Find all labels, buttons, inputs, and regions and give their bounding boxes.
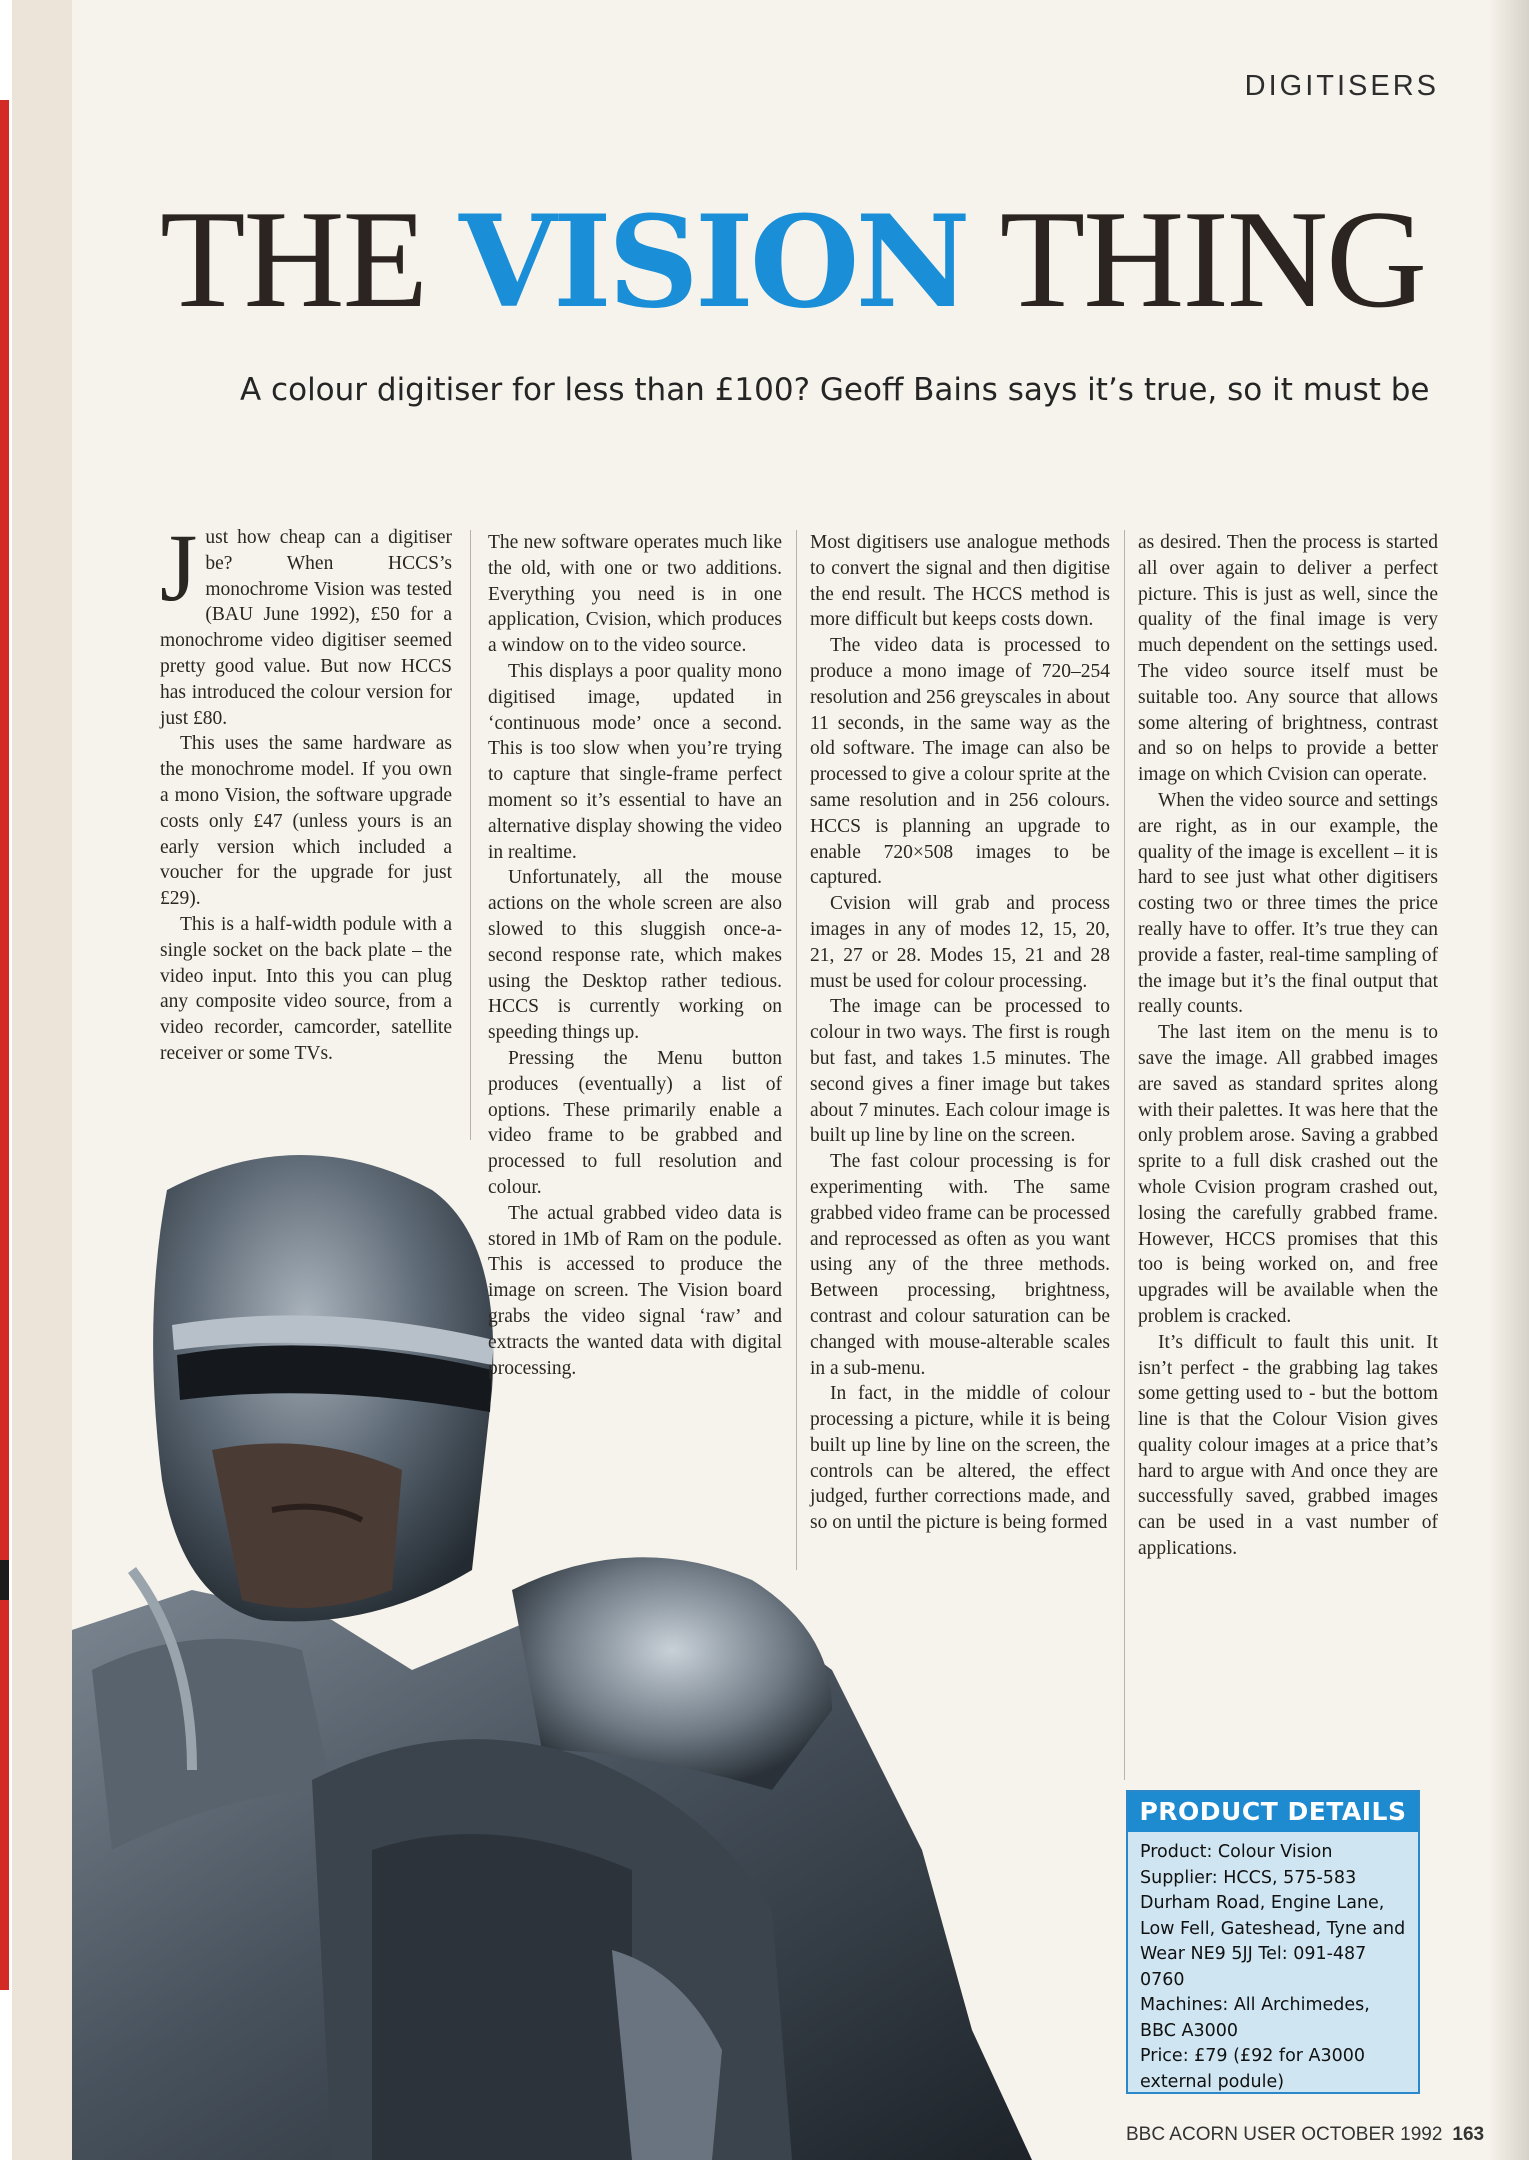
machines-line: Machines: All Archimedes, BBC A3000 [1140, 1995, 1370, 2041]
headline-word-1: THE [160, 182, 427, 337]
paragraph: The last item on the menu is to save the image. All grabbed images are saved as standard sprites along with their palettes. It was here that the only problem arose. Saving a grabbed sprite to a full disk crashed out the whole Cvision program crashed out, losing the carefully grabbed frame. However, HCCS promises that this too is being worked on, and free upgrades will be available when the problem is cracked. [1138, 1022, 1438, 1327]
page-edge-shadow [1489, 0, 1529, 2160]
column-rule-1 [470, 530, 471, 1140]
paragraph: The new software operates much like the old, with one or two additions. Everything you need is in one application, Cvision, which produces a window on to the video source. [488, 532, 782, 657]
paragraph: Cvision will grab and process images in any of modes 12, 15, 20, 21, 27 or 28. Modes 15, 21 and 28 must be used for colour processing. [810, 893, 1110, 992]
drop-cap: J [160, 514, 198, 621]
product-details-title: PRODUCT DETAILS [1128, 1792, 1418, 1832]
page-number: 163 [1452, 2124, 1485, 2145]
product-line: Product: Colour Vision [1140, 1842, 1333, 1862]
publication-line: BBC ACORN USER OCTOBER 1992 [1126, 2124, 1443, 2145]
page-footer [1126, 2124, 1484, 2146]
paragraph: The actual grabbed video data is stored in 1Mb of Ram on the podule. This is accessed to produce the image on screen. The Vision board grabs the video signal ‘raw’ and extracts the wanted data with digital processing. [488, 1202, 782, 1379]
facing-page-red-stripe [0, 100, 9, 1560]
paragraph: In fact, in the middle of colour processing a picture, while it is being built up line by line on the screen, the controls can be altered, the effect judged, further corrections made, and so on until the picture is being formed [810, 1383, 1110, 1534]
paragraph: The image can be processed to colour in two ways. The first is rough but fast, and takes 1.5 minutes. The second gives a finer image but takes about 7 minutes. Each colour image is built up line by line on the screen. [810, 996, 1110, 1147]
paragraph: The fast colour processing is for experimenting with. The same grabbed video frame can be processed and reprocessed as often as you want using any of the three methods. Between processing, brightness, contrast and colour saturation can be changed with mouse-alterable scales in a sub-menu. [810, 1151, 1110, 1379]
paragraph: Just how cheap can a digitiser be? When HCCS’s monochrome Vision was tested (BAU June 1992), £50 for a monochrome video digitiser seemed pretty good value. But now HCCS has introduced the colour version for just £80. [160, 514, 452, 729]
section-label: DIGITISERS [1244, 70, 1439, 102]
paragraph: Most digitisers use analogue methods to convert the signal and then digitise the end result. The HCCS method is more difficult but keeps costs down. [810, 532, 1110, 631]
paragraph: as desired. Then the process is started all over again to deliver a perfect picture. This is just as well, since the quality of the final image is very much dependent on the settings used. The video source itself must be suitable too. Any source that allows some altering of brightness, contrast and so on helps to provide a better image on which Cvision can operate. [1138, 532, 1438, 786]
facing-page-black-stripe [0, 1560, 9, 1600]
paragraph: It’s difficult to fault this unit. It isn’t perfect - the grabbing lag takes some getting used to - but the bottom line is that the Colour Vision gives quality colour images at a price that’s hard to argue with And once they are successfully saved, grabbed images can be used in a vast number of applications. [1138, 1331, 1438, 1560]
article-column-4 [1138, 530, 1438, 1562]
article-headline [160, 182, 1460, 337]
paragraph: This is a half-width podule with a single socket on the back plate – the video input. Into this you can plug any composite video source, from a video recorder, camcorder, satellite receiver or some TVs. [160, 913, 452, 1064]
paragraph: Unfortunately, all the mouse actions on the whole screen are also slowed to this sluggish once-a-second response rate, which makes using the Desktop rather tedious. HCCS is currently working on speeding things up. [488, 867, 782, 1044]
paragraph: This displays a poor quality mono digitised image, updated in ‘continuous mode’ once a second. This is too slow when you’re trying to capture that single-frame perfect moment so it’s essential to have an alternative display showing the video in realtime. [488, 660, 782, 863]
article-column-2 [488, 530, 782, 1381]
article-standfirst: A colour digitiser for less than £100? Geoff Bains says it’s true, so it must be [240, 372, 1430, 408]
paragraph: This uses the same hardware as the monochrome model. If you own a mono Vision, the software upgrade costs only £47 (unless yours is an early version which included a voucher for the upgrade for just £29). [160, 733, 452, 910]
article-column-3 [810, 530, 1110, 1536]
paragraph: Pressing the Menu button produces (eventually) a list of options. These primarily enable a video frame to be grabbed and processed to full resolution and colour. [488, 1047, 782, 1198]
paragraph: When the video source and settings are right, as in our example, the quality of the image is excellent – it is hard to see just what other digitisers costing two or three times the price really have to offer. It’s true they can provide a faster, real-time sampling of the image but it’s the final output that really counts. [1138, 789, 1438, 1018]
product-details-box [1126, 1790, 1420, 2094]
article-column-1 [160, 514, 452, 1067]
binding-spine [0, 0, 72, 2160]
headline-word-3: THING [999, 182, 1426, 337]
product-details-body [1128, 1832, 1418, 2103]
paragraph: The video data is processed to produce a mono image of 720–254 resolution and 256 greyscales in about 11 seconds, in the same way as the old software. The image can also be processed to give a colour sprite at the same resolution and in 256 colours. HCCS is planning an upgrade to enable 720×508 images to be captured. [810, 635, 1110, 889]
supplier-line: Supplier: HCCS, 575-583 Durham Road, Engine Lane, Low Fell, Gateshead, Tyne and Wear NE9 5JJ Tel: 091-487 0760 [1140, 1867, 1406, 1990]
price-line: Price: £79 (£92 for A3000 external podule) [1140, 2046, 1366, 2092]
facing-page-red-stripe-lower [0, 1600, 9, 1990]
headline-accent-word: VISION [459, 188, 967, 336]
column-rule-3 [1124, 530, 1125, 1780]
